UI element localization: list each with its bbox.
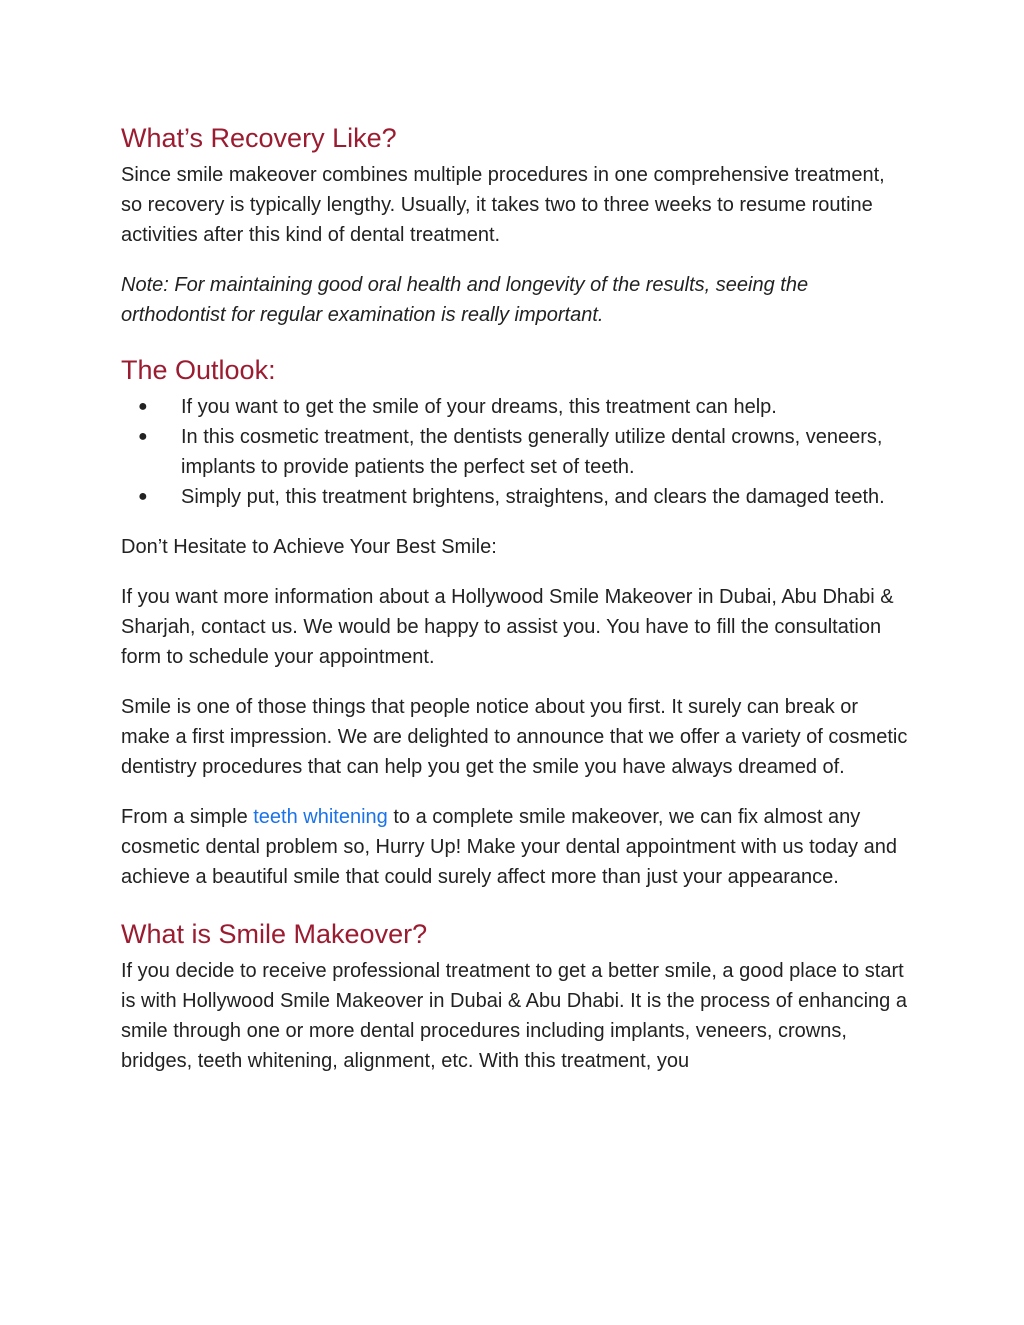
bullet-icon: ● bbox=[138, 398, 148, 415]
document-page bbox=[121, 118, 911, 1076]
whitening-text-after: to a complete smile makeover, we can fix almost any cosmetic dental problem so, Hurry Up! Make your dental appointment with us today and achieve a beautiful smile that could surely affect more than just your appearance. bbox=[121, 806, 897, 888]
list-item-text: In this cosmetic treatment, the dentists generally utilize dental crowns, veneers, implants to provide patients the perfect set of teeth. bbox=[181, 426, 883, 478]
list-item-text: Simply put, this treatment brightens, straightens, and clears the damaged teeth. bbox=[181, 486, 885, 508]
list-item bbox=[121, 482, 911, 512]
bullet-icon: ● bbox=[138, 488, 148, 505]
bullet-icon: ● bbox=[138, 428, 148, 445]
list-item bbox=[121, 422, 911, 482]
makeover-paragraph: If you decide to receive professional treatment to get a better smile, a good place to start is with Hollywood Smile Makeover in Dubai & Abu Dhabi. It is the process of enhancing a smile through one or more dental procedures including implants, veneers, crowns, bridges, teeth whitening, alignment, etc. With this treatment, you bbox=[121, 960, 907, 1072]
contact-paragraph: If you want more information about a Hollywood Smile Makeover in Dubai, Abu Dhabi & Sharjah, contact us. We would be happy to assist you. You have to fill the consultation form to schedule your appointment. bbox=[121, 586, 894, 668]
whitening-text-before: From a simple bbox=[121, 806, 254, 828]
recovery-heading: What’s Recovery Like? bbox=[121, 123, 397, 153]
hesitate-line: Don’t Hesitate to Achieve Your Best Smile: bbox=[121, 536, 497, 558]
list-item-text: If you want to get the smile of your dreams, this treatment can help. bbox=[181, 396, 777, 418]
whitening-paragraph bbox=[121, 802, 911, 892]
smile-paragraph: Smile is one of those things that people notice about you first. It surely can break or make a first impression. We are delighted to announce that we offer a variety of cosmetic dentistry procedures that can help you get the smile you have always dreamed of. bbox=[121, 696, 908, 778]
outlook-list bbox=[121, 392, 911, 512]
list-item bbox=[121, 392, 911, 422]
teeth-whitening-link[interactable]: teeth whitening bbox=[253, 806, 388, 828]
recovery-paragraph: Since smile makeover combines multiple procedures in one comprehensive treatment, so recovery is typically lengthy. Usually, it takes two to three weeks to resume routine activities after this kind of dental treatment. bbox=[121, 164, 885, 246]
outlook-heading: The Outlook: bbox=[121, 355, 276, 385]
recovery-note: Note: For maintaining good oral health and longevity of the results, seeing the orthodontist for regular examination is really important. bbox=[121, 274, 809, 326]
makeover-heading: What is Smile Makeover? bbox=[121, 919, 428, 949]
